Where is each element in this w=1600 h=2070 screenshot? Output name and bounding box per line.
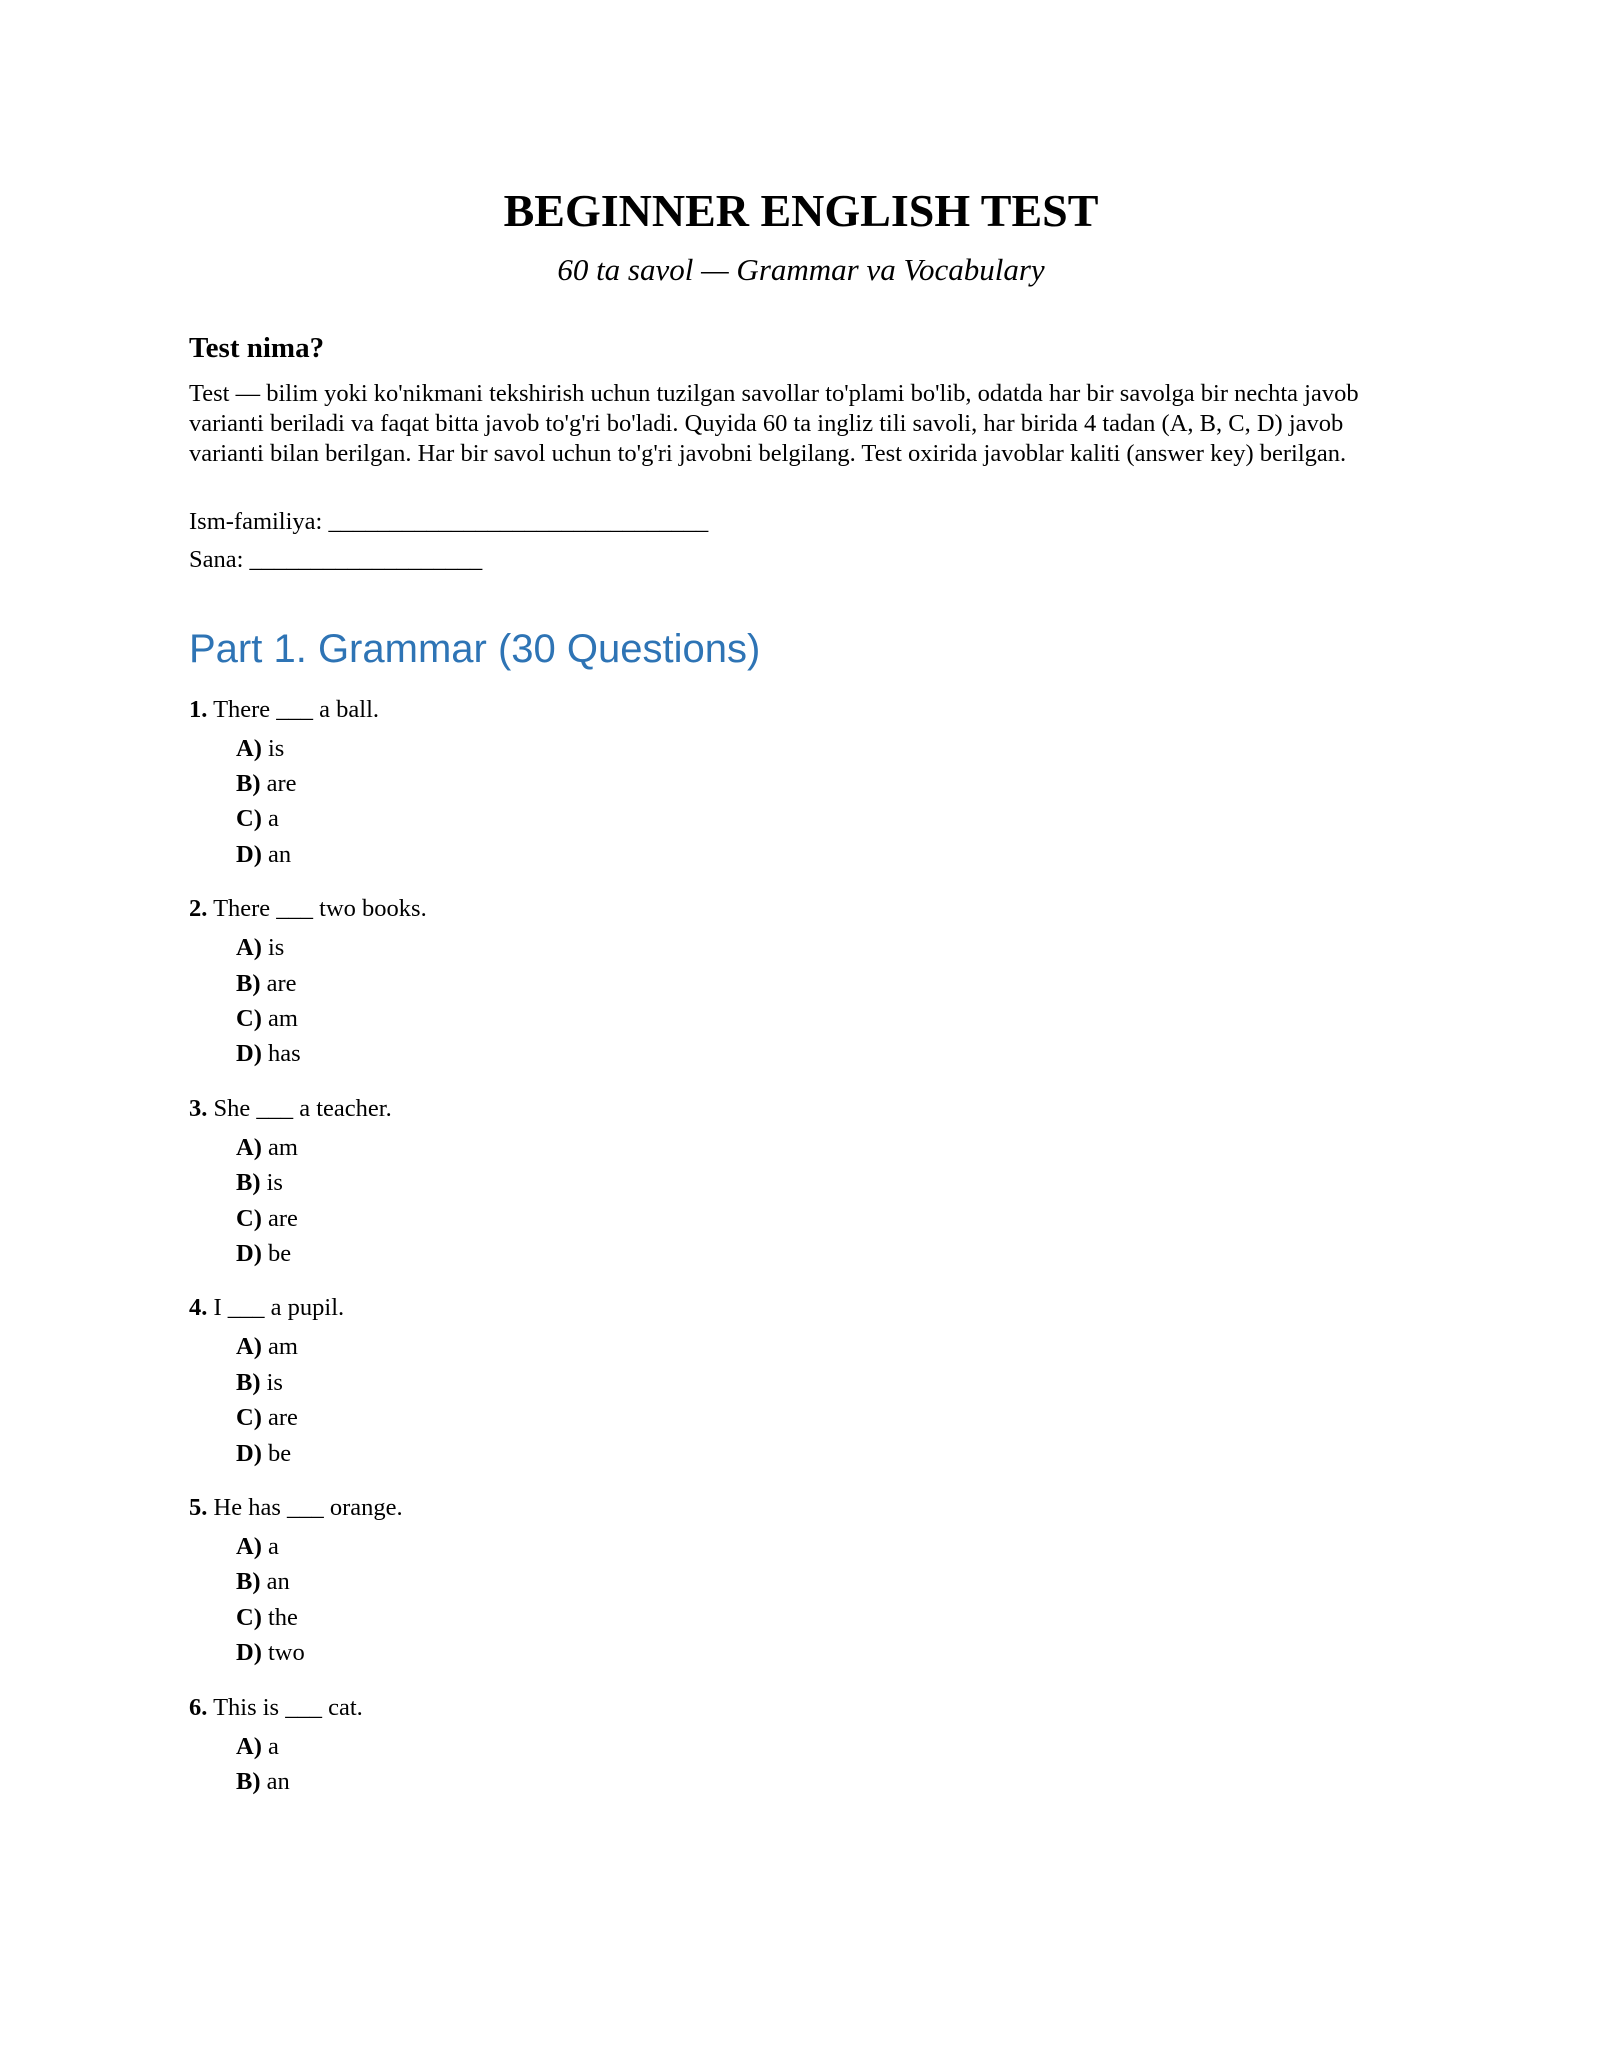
option-text: are xyxy=(266,769,297,797)
option-letter: B) xyxy=(236,769,261,797)
answer-option xyxy=(236,731,1389,766)
option-letter: B) xyxy=(236,1368,261,1396)
document-page xyxy=(189,186,1389,1820)
answer-option xyxy=(236,1036,1389,1071)
question-list xyxy=(189,693,1389,1800)
option-text: be xyxy=(267,1439,292,1467)
option-letter: D) xyxy=(236,1240,262,1268)
question-text: This is ___ cat. xyxy=(213,1693,363,1721)
part1-heading: Part 1. Grammar (30 Questions) xyxy=(189,626,761,671)
option-letter: C) xyxy=(236,1404,262,1432)
option-list xyxy=(236,930,1389,1072)
option-letter: A) xyxy=(236,934,262,962)
answer-option xyxy=(236,1130,1389,1165)
answer-option xyxy=(236,1365,1389,1400)
question-item xyxy=(189,1691,1389,1800)
option-text: a xyxy=(267,805,279,833)
answer-option xyxy=(236,766,1389,801)
answer-option xyxy=(236,1329,1389,1364)
option-text: an xyxy=(266,1568,290,1596)
option-text: is xyxy=(267,734,285,762)
option-text: a xyxy=(267,1533,279,1561)
intro-heading: Test nima? xyxy=(189,331,325,364)
option-text: is xyxy=(267,934,285,962)
option-letter: C) xyxy=(236,1603,262,1631)
answer-option xyxy=(236,1165,1389,1200)
option-text: an xyxy=(267,840,292,868)
option-text: are xyxy=(267,1204,298,1232)
option-text: an xyxy=(266,1768,290,1796)
intro-paragraph: Test — bilim yoki ko'nikmani tekshirish uchun tuzilgan savollar to'plami bo'lib, odatda har bir savolga bir nechta javob varianti beriladi va faqat bitta javob to'g'ri bo'ladi. Quyida 60 ta ingliz tili savoli, har birida 4 tadan (A, B, C, D) javob varianti bilan berilgan. Har bir savol uchun to'g'ri javobni belgilang. Test oxirida javoblar kaliti (answer key) berilgan. xyxy=(189,379,1359,467)
answer-option xyxy=(236,1201,1389,1236)
question-text: He has ___ orange. xyxy=(213,1494,403,1522)
answer-option xyxy=(236,801,1389,836)
question-item xyxy=(189,1291,1389,1471)
option-letter: C) xyxy=(236,1204,262,1232)
answer-option xyxy=(236,1600,1389,1635)
option-letter: A) xyxy=(236,1133,262,1161)
question-number: 5. xyxy=(189,1494,208,1522)
answer-option xyxy=(236,837,1389,872)
option-text: the xyxy=(267,1603,298,1631)
option-letter: D) xyxy=(236,1040,262,1068)
option-letter: A) xyxy=(236,1533,262,1561)
option-letter: D) xyxy=(236,1439,262,1467)
date-field: Sana: ___________________ xyxy=(189,545,483,573)
question-text: She ___ a teacher. xyxy=(213,1094,392,1122)
option-text: be xyxy=(267,1240,292,1268)
student-fields xyxy=(189,503,1389,579)
option-letter: B) xyxy=(236,969,261,997)
option-letter: B) xyxy=(236,1768,261,1796)
option-text: has xyxy=(267,1040,301,1068)
option-list xyxy=(236,1130,1389,1272)
question-number: 4. xyxy=(189,1294,208,1322)
option-letter: D) xyxy=(236,1639,262,1667)
answer-option xyxy=(236,1236,1389,1271)
option-letter: C) xyxy=(236,805,262,833)
answer-option xyxy=(236,1729,1389,1764)
option-text: a xyxy=(267,1732,279,1760)
question-number: 3. xyxy=(189,1094,208,1122)
option-list xyxy=(236,1329,1389,1471)
option-text: are xyxy=(267,1404,298,1432)
option-letter: B) xyxy=(236,1169,261,1197)
option-list xyxy=(236,1729,1389,1800)
question-item xyxy=(189,1092,1389,1272)
answer-option xyxy=(236,1001,1389,1036)
answer-option xyxy=(236,1436,1389,1471)
question-item xyxy=(189,892,1389,1072)
option-letter: A) xyxy=(236,734,262,762)
option-letter: D) xyxy=(236,840,262,868)
question-number: 6. xyxy=(189,1693,208,1721)
answer-option xyxy=(236,1764,1389,1799)
option-letter: B) xyxy=(236,1568,261,1596)
answer-option xyxy=(236,1564,1389,1599)
option-text: is xyxy=(266,1368,283,1396)
question-number: 1. xyxy=(189,695,208,723)
option-text: is xyxy=(266,1169,283,1197)
answer-option xyxy=(236,930,1389,965)
option-text: are xyxy=(266,969,297,997)
option-list xyxy=(236,731,1389,873)
option-letter: A) xyxy=(236,1732,262,1760)
option-text: am xyxy=(267,1333,298,1361)
option-text: two xyxy=(267,1639,305,1667)
option-letter: C) xyxy=(236,1005,262,1033)
question-text: There ___ two books. xyxy=(213,895,427,923)
answer-option xyxy=(236,1400,1389,1435)
question-number: 2. xyxy=(189,895,208,923)
page-title: BEGINNER ENGLISH TEST xyxy=(503,185,1099,236)
option-text: am xyxy=(267,1005,298,1033)
question-text: I ___ a pupil. xyxy=(213,1294,345,1322)
name-field: Ism-familiya: _______________________________ xyxy=(189,507,709,535)
question-item xyxy=(189,1491,1389,1671)
question-item xyxy=(189,693,1389,873)
answer-option xyxy=(236,1635,1389,1670)
option-text: am xyxy=(267,1133,298,1161)
option-list xyxy=(236,1529,1389,1671)
option-letter: A) xyxy=(236,1333,262,1361)
question-text: There ___ a ball. xyxy=(213,695,380,723)
answer-option xyxy=(236,966,1389,1001)
answer-option xyxy=(236,1529,1389,1564)
page-subtitle: 60 ta savol — Grammar va Vocabulary xyxy=(557,251,1045,287)
